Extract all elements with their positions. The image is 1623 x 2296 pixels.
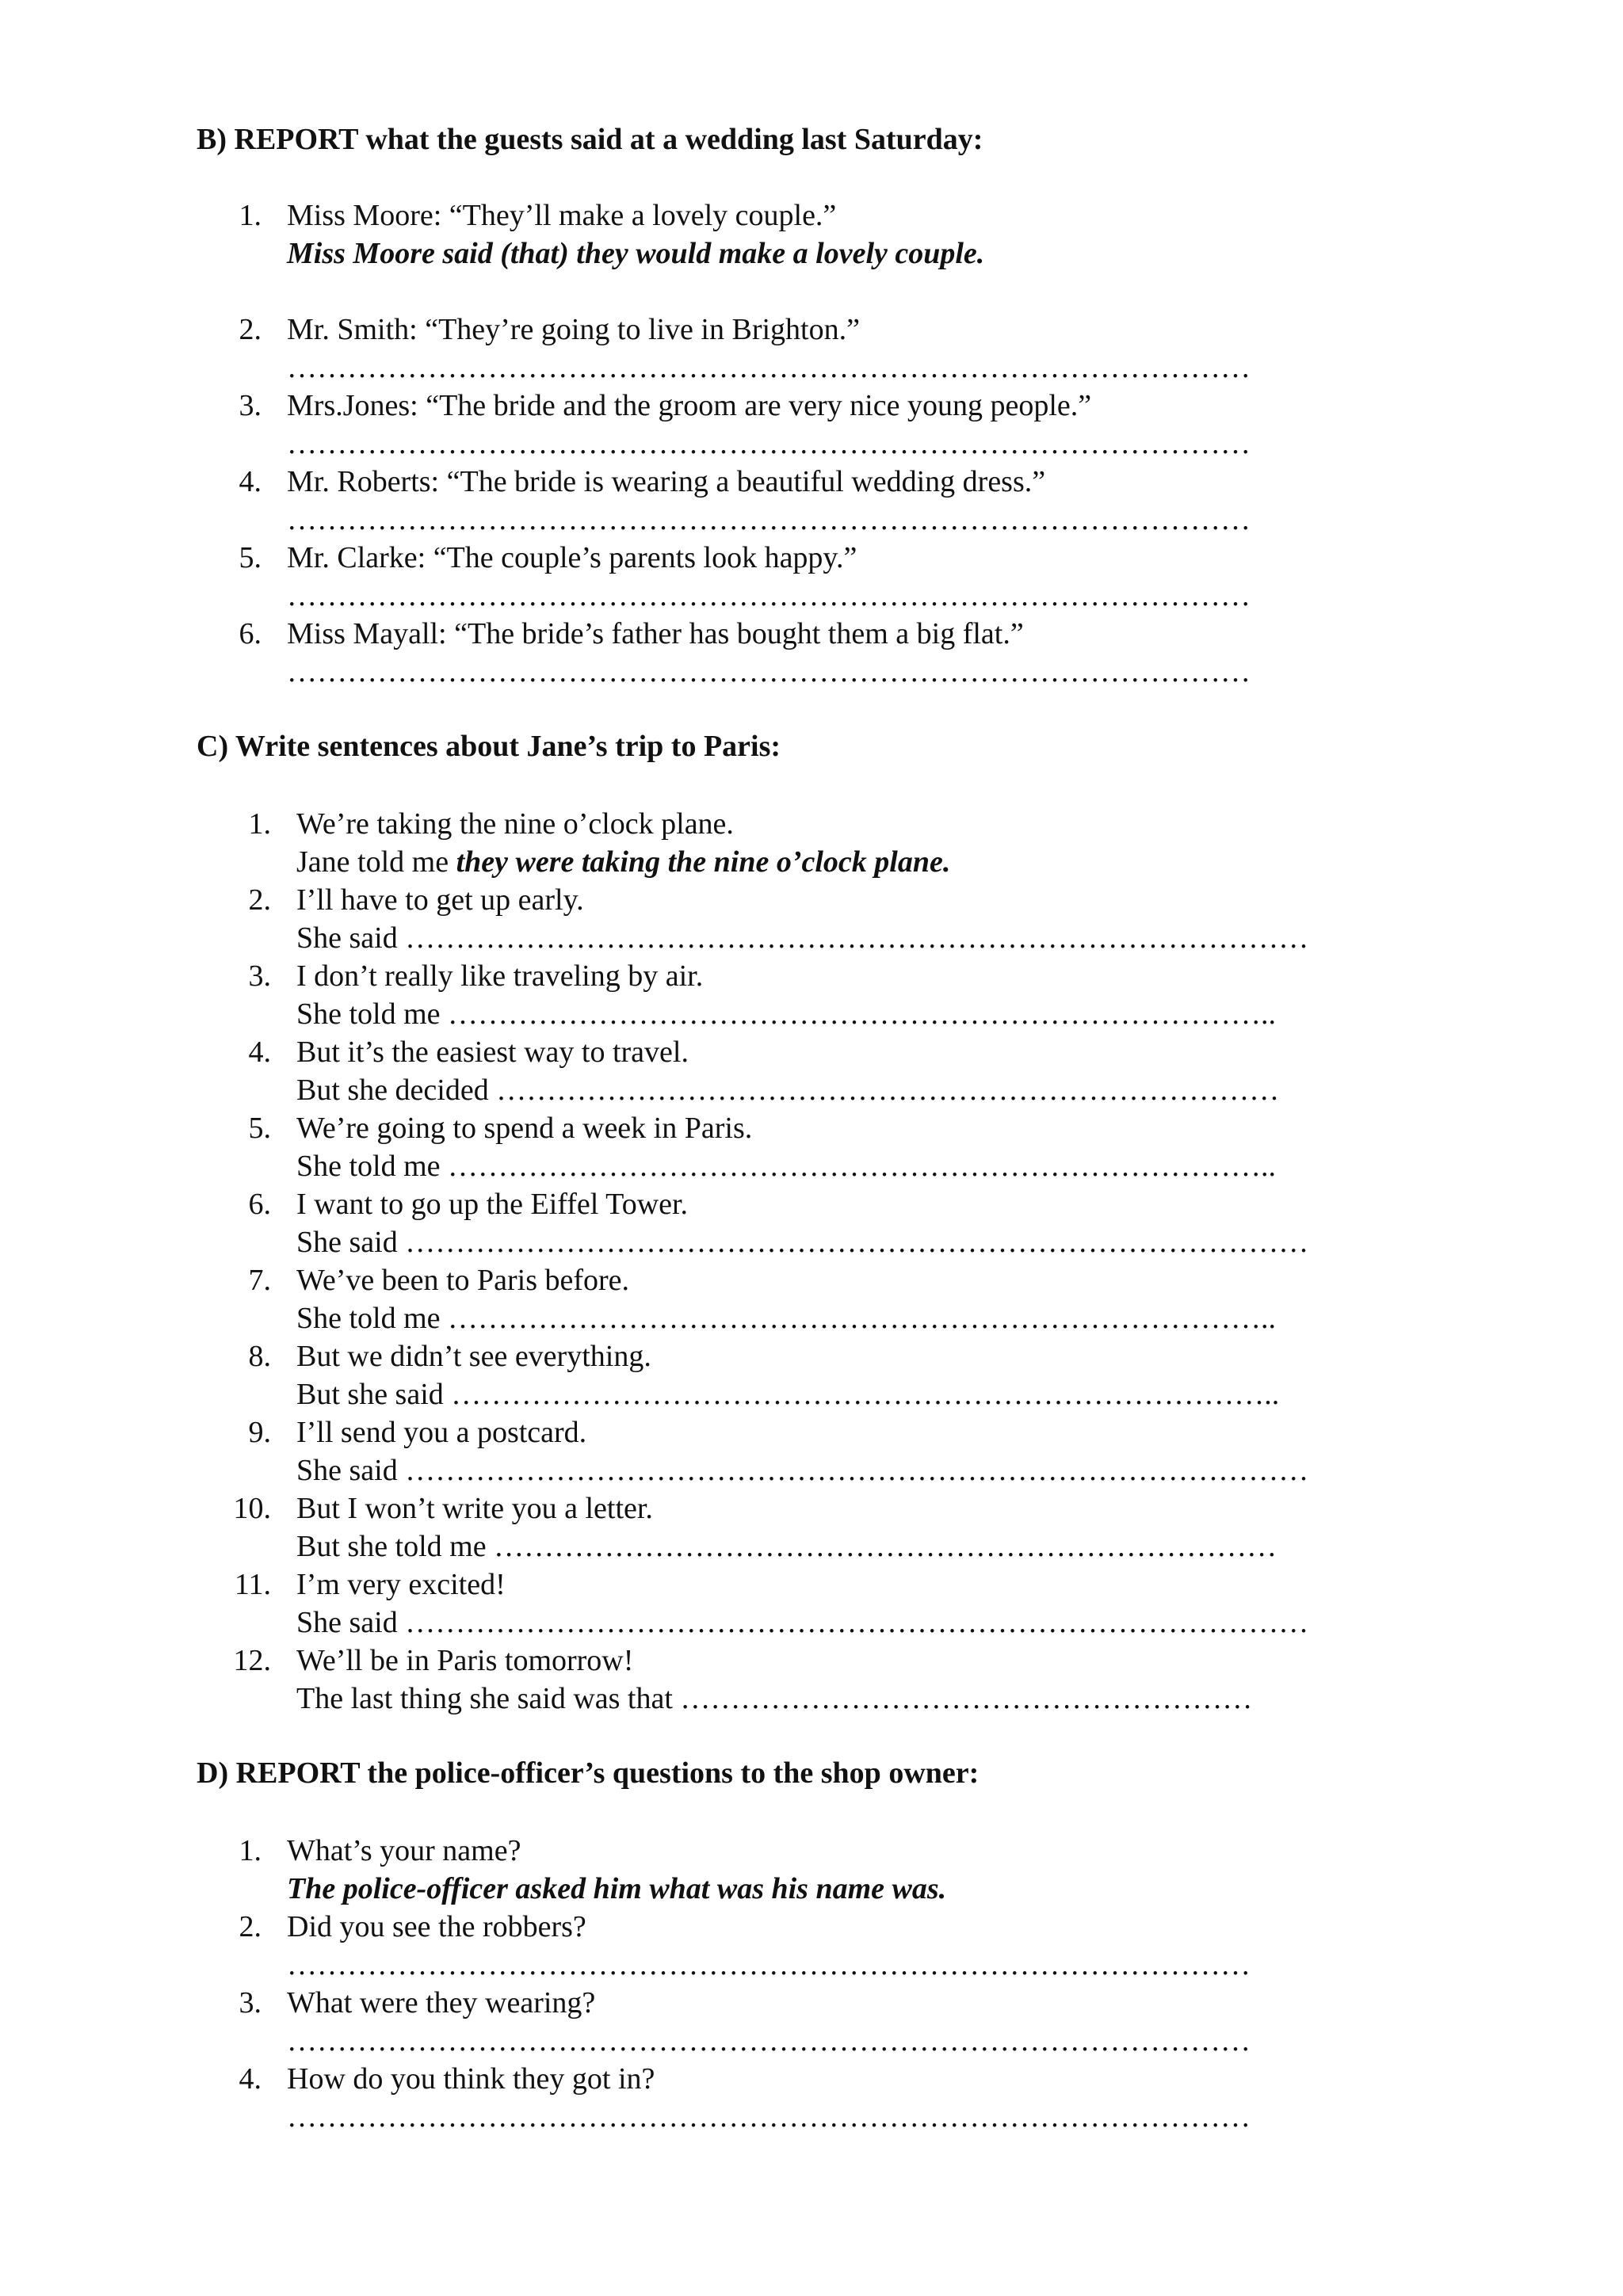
item-number: 3. xyxy=(239,389,262,422)
item-sentence: We’re going to spend a week in Paris. xyxy=(296,1112,753,1145)
answer-blank[interactable]: …………………………………………………………………………………… xyxy=(287,2024,1251,2058)
item-sentence: But I won’t write you a letter. xyxy=(296,1492,653,1525)
item-number: 4. xyxy=(239,2062,262,2096)
item-sentence: We’ll be in Paris tomorrow! xyxy=(296,1644,634,1677)
answer-blank[interactable]: …………………………………………………………………………………… xyxy=(287,351,1251,384)
item-number: 1. xyxy=(239,199,262,232)
item-number: 5. xyxy=(239,541,262,574)
item-question: What were they wearing? xyxy=(287,1986,596,2019)
item-number: 2. xyxy=(239,1910,262,1943)
item-number: 5. xyxy=(248,1112,271,1145)
example-answer: Miss Moore said (that) they would make a lovely couple. xyxy=(287,237,985,270)
answer-line[interactable]: She said ……………………………………………………………………………… xyxy=(296,1454,1309,1487)
item-number: 11. xyxy=(234,1568,271,1601)
item-number: 8. xyxy=(248,1340,271,1373)
answer-blank[interactable]: …………………………………………………………………………………… xyxy=(287,503,1251,536)
item-quote: Mr. Roberts: “The bride is wearing a beautiful wedding dress.” xyxy=(287,465,1046,498)
item-sentence: I’ll have to get up early. xyxy=(296,883,584,917)
answer-line[interactable]: She told me ……………………………………………………………………….. xyxy=(296,997,1277,1031)
answer-line[interactable]: The last thing she said was that ………………………………………………… xyxy=(296,1682,1253,1715)
answer-line[interactable]: But she decided …………………………………………………………………… xyxy=(296,1074,1280,1107)
answer-prompt: Jane told me xyxy=(296,845,456,879)
answer-line[interactable]: She told me ……………………………………………………………………….. xyxy=(296,1150,1277,1183)
item-question: What’s your name? xyxy=(287,1834,521,1867)
item-number: 4. xyxy=(239,465,262,498)
item-number: 6. xyxy=(239,617,262,650)
item-quote: Miss Moore: “They’ll make a lovely couple.” xyxy=(287,199,837,232)
item-number: 2. xyxy=(248,883,271,917)
example-answer-line xyxy=(296,843,950,881)
item-number: 1. xyxy=(239,1834,262,1867)
item-number: 12. xyxy=(233,1644,271,1677)
item-number: 10. xyxy=(233,1492,271,1525)
item-sentence: I’ll send you a postcard. xyxy=(296,1416,587,1449)
item-sentence: We’re taking the nine o’clock plane. xyxy=(296,807,734,841)
answer-line[interactable]: But she told me …………………………………………………………………… xyxy=(296,1530,1277,1563)
section-c-heading: C) Write sentences about Jane’s trip to Paris: xyxy=(197,730,781,763)
item-quote: Miss Mayall: “The bride’s father has bought them a big flat.” xyxy=(287,617,1024,650)
answer-line[interactable]: She told me ……………………………………………………………………….. xyxy=(296,1302,1277,1335)
answer-blank[interactable]: …………………………………………………………………………………… xyxy=(287,655,1251,688)
item-quote: Mr. Smith: “They’re going to live in Brighton.” xyxy=(287,313,860,346)
answer-line[interactable]: She said ……………………………………………………………………………… xyxy=(296,1226,1309,1259)
answer-blank[interactable]: …………………………………………………………………………………… xyxy=(287,579,1251,612)
item-quote: Mrs.Jones: “The bride and the groom are very nice young people.” xyxy=(287,389,1092,422)
example-answer: they were taking the nine o’clock plane. xyxy=(456,845,951,879)
item-number: 3. xyxy=(248,959,271,993)
answer-line[interactable]: She said ……………………………………………………………………………… xyxy=(296,1606,1309,1639)
answer-blank[interactable]: …………………………………………………………………………………… xyxy=(287,427,1251,460)
item-sentence: I don’t really like traveling by air. xyxy=(296,959,704,993)
item-number: 7. xyxy=(248,1264,271,1297)
item-number: 3. xyxy=(239,1986,262,2019)
item-sentence: I want to go up the Eiffel Tower. xyxy=(296,1188,689,1221)
item-number: 9. xyxy=(248,1416,271,1449)
answer-line[interactable]: But she said ……………………………………………………………………….. xyxy=(296,1378,1280,1411)
item-sentence: I’m very excited! xyxy=(296,1568,506,1601)
item-number: 6. xyxy=(248,1188,271,1221)
example-answer: The police-officer asked him what was his name was. xyxy=(287,1872,947,1905)
answer-blank[interactable]: …………………………………………………………………………………… xyxy=(287,2100,1251,2134)
answer-blank[interactable]: …………………………………………………………………………………… xyxy=(287,1948,1251,1981)
item-number: 2. xyxy=(239,313,262,346)
answer-line[interactable]: She said ……………………………………………………………………………… xyxy=(296,921,1309,955)
item-sentence: But we didn’t see everything. xyxy=(296,1340,651,1373)
section-b-heading: B) REPORT what the guests said at a wedding last Saturday: xyxy=(197,123,983,156)
item-sentence: But it’s the easiest way to travel. xyxy=(296,1035,689,1069)
item-quote: Mr. Clarke: “The couple’s parents look happy.” xyxy=(287,541,857,574)
item-number: 4. xyxy=(248,1035,271,1069)
item-number: 1. xyxy=(248,807,271,841)
item-question: Did you see the robbers? xyxy=(287,1910,586,1943)
item-sentence: We’ve been to Paris before. xyxy=(296,1264,630,1297)
item-question: How do you think they got in? xyxy=(287,2062,655,2096)
section-d-heading: D) REPORT the police-officer’s questions to the shop owner: xyxy=(197,1756,980,1790)
